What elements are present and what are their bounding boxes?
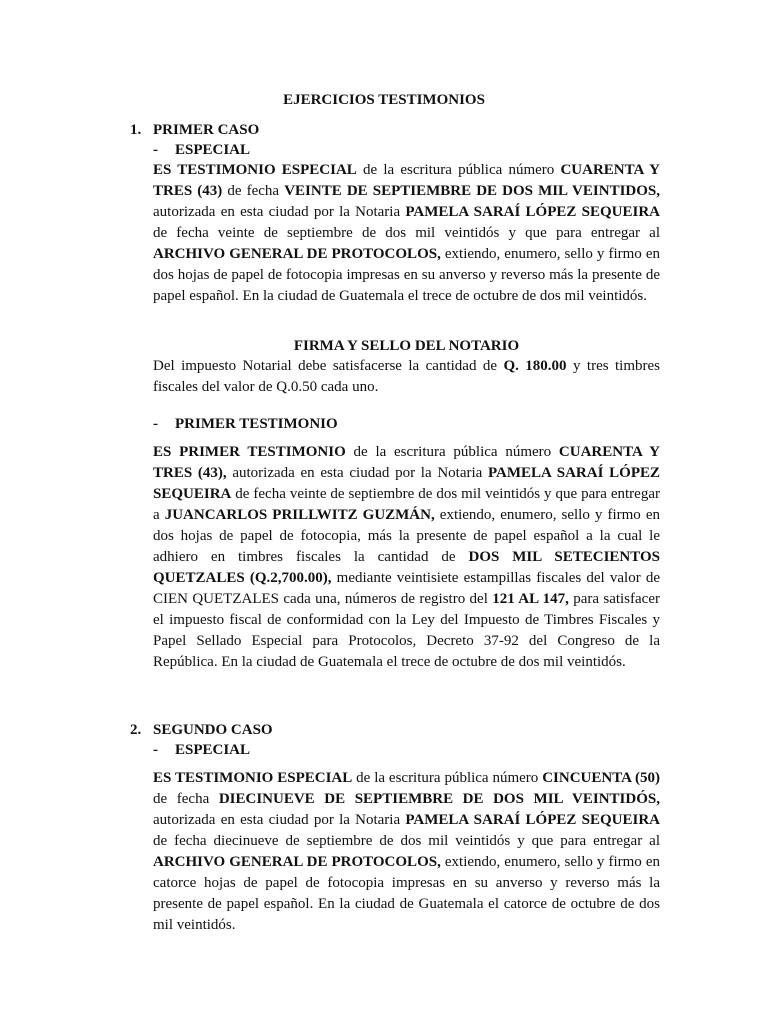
bold-text-run: ES PRIMER TESTIMONIO	[153, 444, 346, 460]
text-run: extiendo, enumero, sello y firmo en dos hojas de papel de fotocopia, más la presente de papel español a la cual le adhiero en timbres fiscales la cantidad de	[153, 507, 660, 565]
bold-text-run: PAMELA SARAÍ LÓPEZ SEQUEIRA	[405, 204, 660, 220]
text-run: autorizada en esta ciudad por la Notaria	[226, 465, 488, 481]
bold-text-run: 121 AL 147,	[492, 591, 569, 607]
case-2-heading: SEGUNDO CASO	[153, 722, 273, 738]
text-run: de la escritura pública número	[356, 162, 561, 178]
case-1-especial-paragraph	[153, 160, 660, 307]
case-1-sub2-label: PRIMER TESTIMONIO	[175, 416, 338, 432]
text-run: de fecha	[222, 183, 285, 199]
bold-text-run: ARCHIVO GENERAL DE PROTOCOLOS,	[153, 246, 441, 262]
primer-testimonio-paragraph	[153, 442, 660, 673]
case-2-number: 2.	[130, 722, 142, 738]
text-run: de fecha	[153, 791, 219, 807]
bold-text-run: Q. 180.00	[503, 358, 567, 374]
case-1-sub2-dash: -	[153, 416, 158, 432]
text-run: extiendo, enumero, sello y firmo en catorce hojas de papel de fotocopia impresas en su anverso y reverso más la presente de papel español. En la ciudad de Guatemala el catorce de octubre de dos mil veintidós.	[153, 854, 660, 933]
case-2-sub1-label: ESPECIAL	[175, 742, 251, 758]
bold-text-run: VEINTE DE SEPTIEMBRE DE DOS MIL VEINTIDOS,	[284, 183, 660, 199]
case-1-number: 1.	[130, 122, 142, 138]
bold-text-run: CUARENTA Y TRES (43)	[153, 162, 660, 199]
bold-text-run: ARCHIVO GENERAL DE PROTOCOLOS,	[153, 854, 441, 870]
document-title: EJERCICIOS TESTIMONIOS	[283, 92, 485, 108]
text-run: de fecha veinte de septiembre de dos mil veintidós y que para entregar al	[153, 225, 660, 241]
bold-text-run: DIECINUEVE DE SEPTIEMBRE DE DOS MIL VEINTIDÓS,	[218, 791, 660, 807]
text-run: para satisfacer el impuesto fiscal de conformidad con la Ley del Impuesto de Timbres Fiscales y Papel Sellado Especial para Protocolos, Decreto 37-92 del Congreso de la República. En la ciudad de Guatemala el trece de octubre de dos mil veintidós.	[153, 591, 660, 670]
text-run: y tres timbres fiscales del valor de Q.0.50 cada uno.	[153, 358, 660, 395]
text-run: extiendo, enumero, sello y firmo en dos hojas de papel de fotocopia impresas en su anverso y reverso más la presente de papel español. En la ciudad de Guatemala el trece de octubre de dos mil veintidós.	[153, 246, 660, 304]
bold-text-run: PAMELA SARAÍ LÓPEZ SEQUEIRA	[153, 465, 660, 502]
impuesto-notarial-paragraph	[153, 356, 660, 398]
text-run: autorizada en esta ciudad por la Notaria	[153, 812, 406, 828]
bold-text-run: PAMELA SARAÍ LÓPEZ SEQUEIRA	[405, 812, 660, 828]
text-run: de la escritura pública número	[345, 444, 559, 460]
text-run: Del impuesto Notarial debe satisfacerse la cantidad de	[153, 358, 504, 374]
bold-text-run: ES TESTIMONIO ESPECIAL	[153, 162, 357, 178]
bold-text-run: CINCUENTA (50)	[542, 770, 660, 786]
bold-text-run: ES TESTIMONIO ESPECIAL	[153, 770, 353, 786]
case-1-heading: PRIMER CASO	[153, 122, 260, 138]
bold-text-run: DOS MIL SETECIENTOS QUETZALES (Q.2,700.00),	[153, 549, 660, 586]
text-run: de fecha diecinueve de septiembre de dos mil veintidós y que para entregar al	[153, 833, 660, 849]
bold-text-run: JUANCARLOS PRILLWITZ GUZMÁN,	[164, 507, 435, 523]
text-run: autorizada en esta ciudad por la Notaria	[153, 204, 406, 220]
firma-sello-heading: FIRMA Y SELLO DEL NOTARIO	[293, 338, 520, 354]
text-run: de la escritura pública número	[352, 770, 543, 786]
case-2-especial-paragraph	[153, 768, 660, 936]
text-run: de fecha veinte de septiembre de dos mil veintidós y que para entregar a	[153, 486, 660, 523]
case-2-sub1-dash: -	[153, 742, 158, 758]
case-1-sub1-label: ESPECIAL	[175, 142, 251, 158]
text-run: mediante veintisiete estampillas fiscales del valor de CIEN QUETZALES cada una, números de registro del	[153, 570, 660, 607]
case-1-sub1-dash: -	[153, 142, 158, 158]
bold-text-run: CUARENTA Y TRES (43),	[153, 444, 661, 481]
